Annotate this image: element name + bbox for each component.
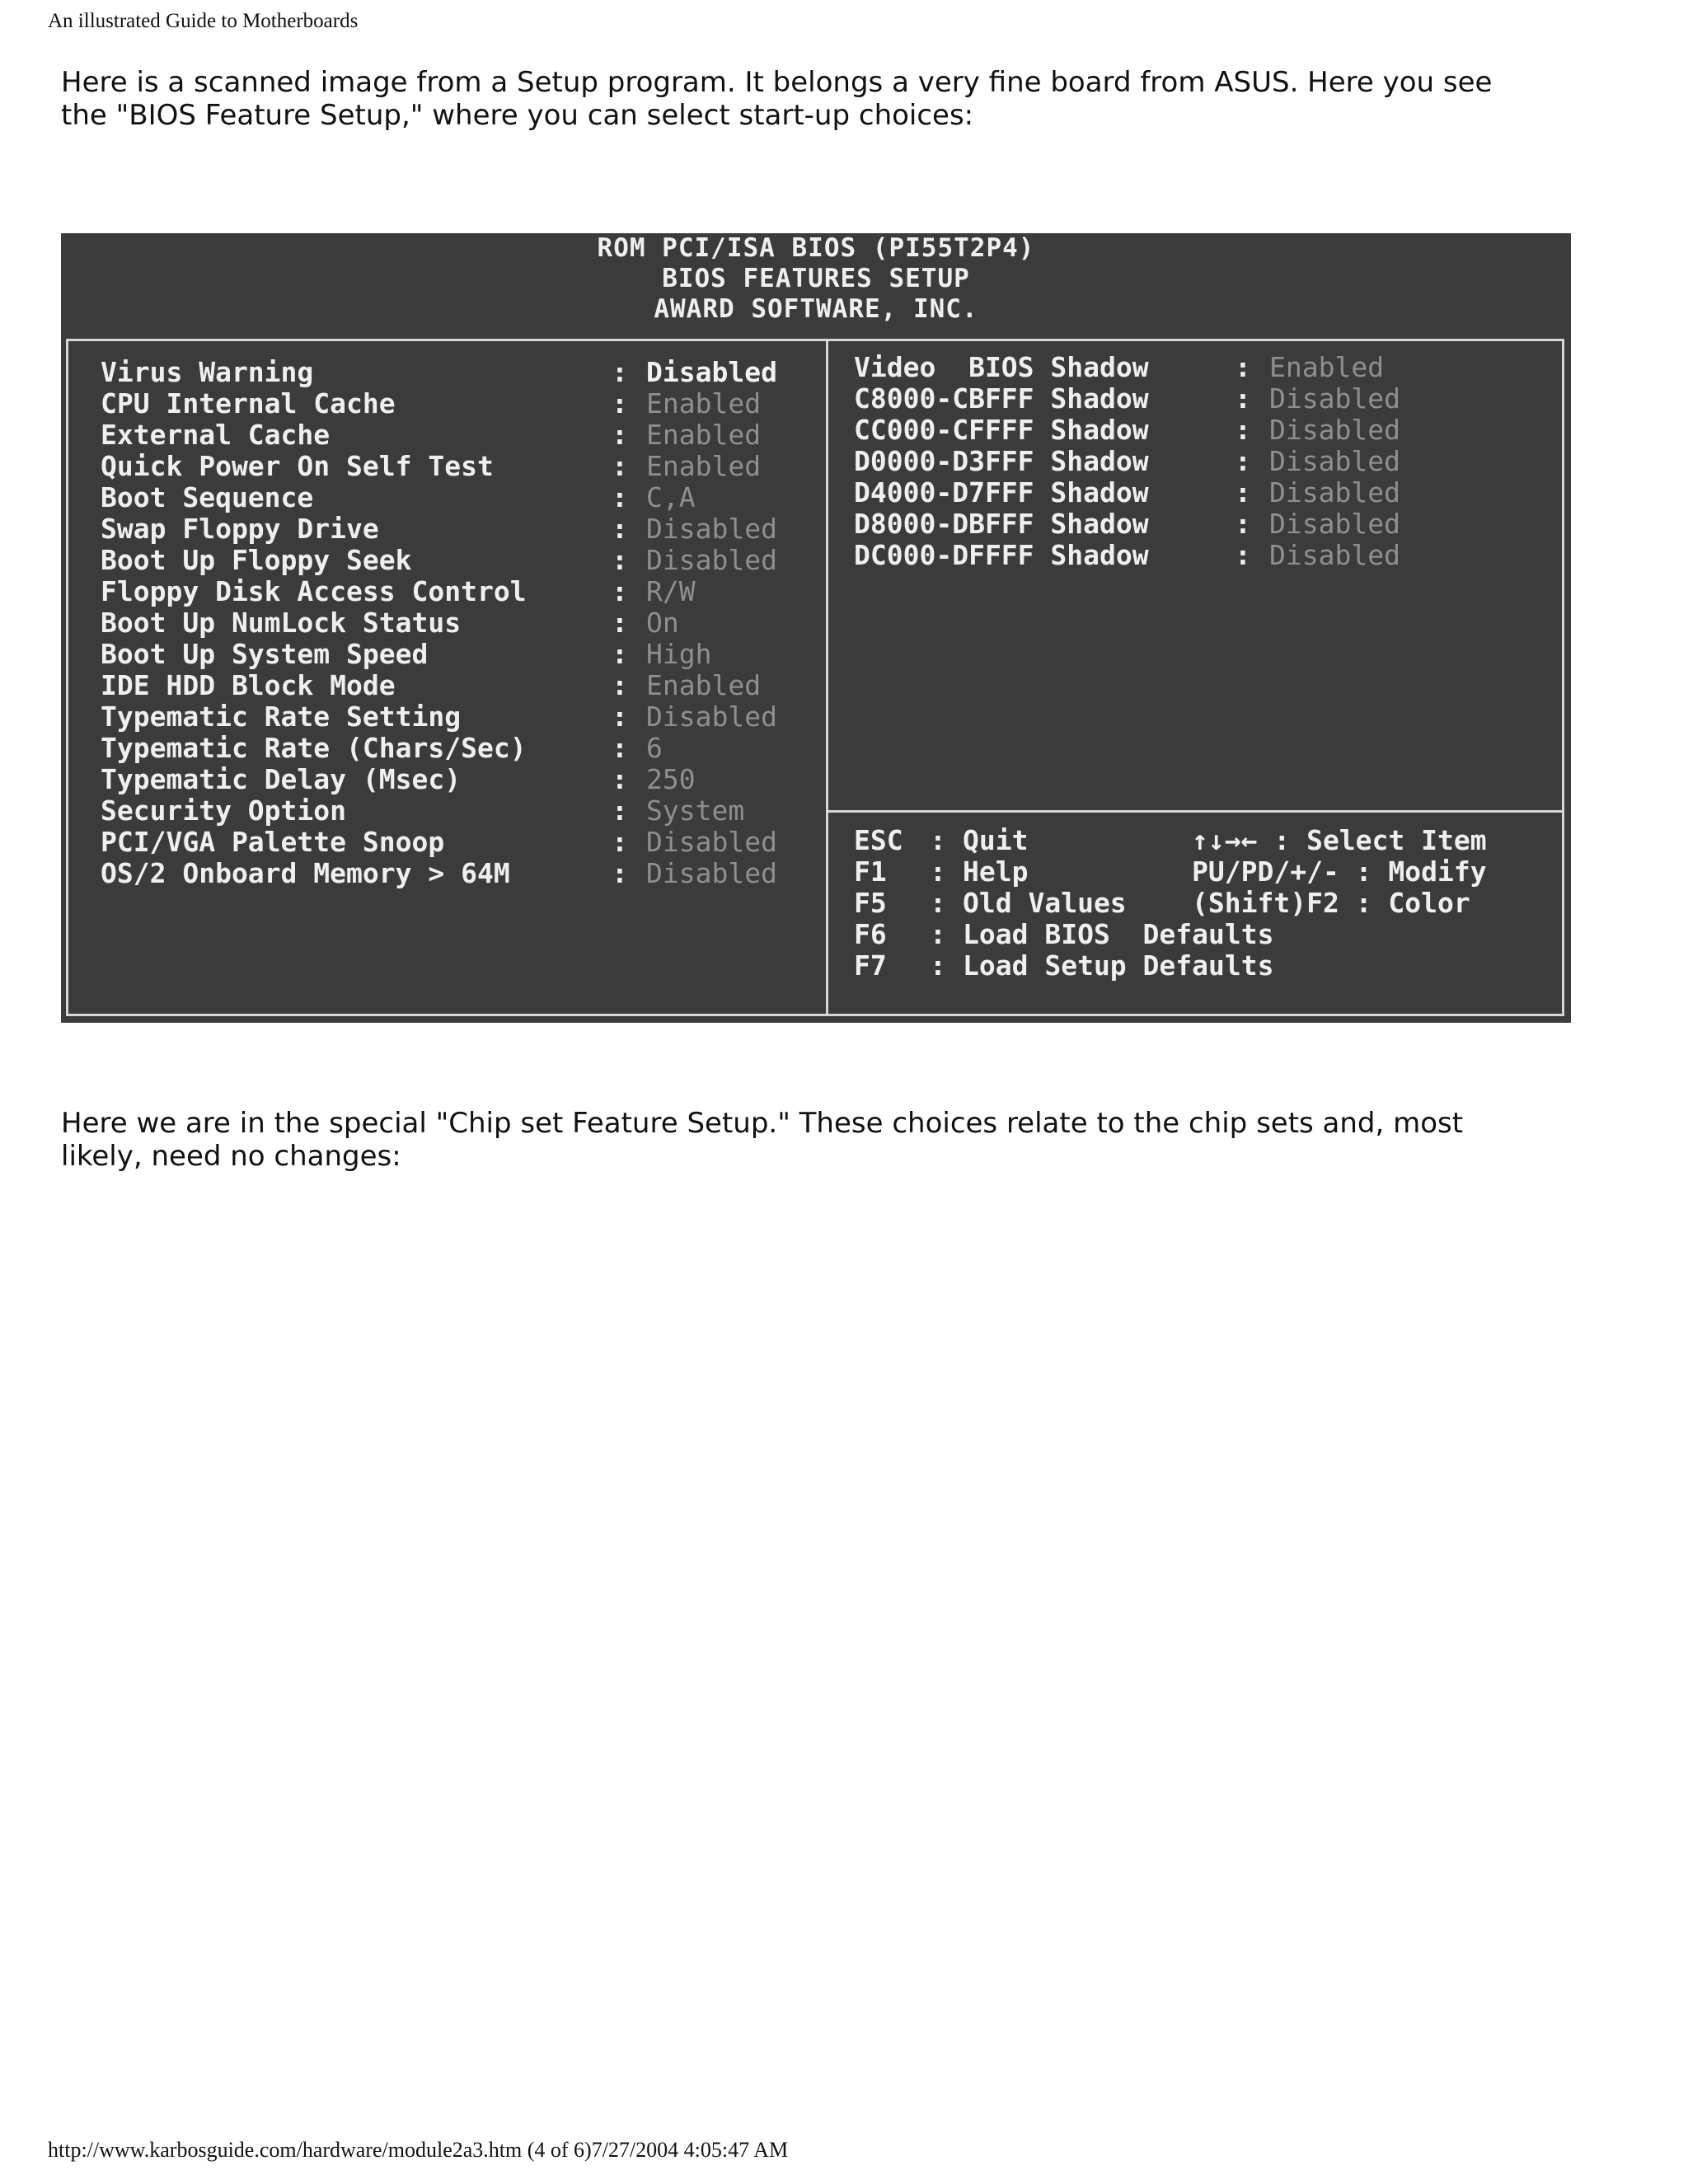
key-separator: : (930, 887, 946, 919)
key-description: Quit (963, 824, 1029, 856)
setting-label: Quick Power On Self Test (101, 450, 494, 482)
setting-label: CPU Internal Cache (101, 387, 396, 419)
setting-separator: : (612, 701, 628, 733)
setting-separator: : (612, 419, 628, 451)
setting-separator: : (612, 826, 628, 858)
setting-separator: : (612, 732, 628, 764)
setting-separator: : (1235, 508, 1251, 540)
shadow-value: Enabled (1269, 351, 1385, 383)
setting-separator: : (1235, 445, 1251, 477)
bios-title-block (61, 233, 1571, 335)
intro-paragraph: Here is a scanned image from a Setup program. It belongs a very fine board from ASUS. Here you see the "BIOS Feature Setup," where you can select start-up choices: (61, 66, 1493, 132)
shadow-label: D0000-D3FFF Shadow (854, 445, 1149, 477)
setting-separator: : (612, 387, 628, 419)
setting-label: Floppy Disk Access Control (101, 575, 527, 607)
setting-label: Boot Up System Speed (101, 638, 429, 670)
shadow-label: DC000-DFFFF Shadow (854, 539, 1149, 571)
shadow-value: Disabled (1269, 414, 1400, 446)
setting-separator: : (612, 575, 628, 607)
setting-label: External Cache (101, 419, 331, 451)
setting-label: Swap Floppy Drive (101, 513, 379, 545)
shadow-value: Disabled (1269, 382, 1400, 415)
key-hint: ↑↓→← : Select Item (1192, 824, 1487, 856)
setting-value: Disabled (646, 356, 777, 388)
page-footer-url: http://www.karbosguide.com/hardware/module2a3.htm (4 of 6)7/27/2004 4:05:47 AM (48, 2138, 789, 2162)
bios-title-line: ROM PCI/ISA BIOS (PI55T2P4) (597, 233, 1035, 263)
chipset-paragraph: Here we are in the special "Chip set Feature Setup." These choices relate to the chip sets and, most likely, need no changes: (61, 1107, 1464, 1173)
setting-value: Enabled (646, 387, 762, 419)
setting-label: Typematic Delay (Msec) (101, 763, 462, 795)
key-separator: : (930, 824, 946, 856)
shadow-label: C8000-CBFFF Shadow (854, 382, 1149, 415)
shadow-label: CC000-CFFFF Shadow (854, 414, 1149, 446)
shadow-label: D4000-D7FFF Shadow (854, 476, 1149, 509)
shadow-label: Video BIOS Shadow (854, 351, 1149, 383)
shadow-value: Disabled (1269, 508, 1400, 540)
setting-value: R/W (646, 575, 696, 607)
setting-label: PCI/VGA Palette Snoop (101, 826, 445, 858)
bios-title-line: AWARD SOFTWARE, INC. (654, 294, 978, 324)
setting-value: C,A (646, 481, 696, 513)
setting-label: Boot Sequence (101, 481, 314, 513)
shadow-value: Disabled (1269, 445, 1400, 477)
setting-label: Boot Up Floppy Seek (101, 544, 412, 576)
key-separator: : (930, 949, 946, 982)
setting-value: Enabled (646, 419, 762, 451)
setting-value: 250 (646, 763, 696, 795)
setting-separator: : (612, 669, 628, 701)
setting-value: Enabled (646, 450, 762, 482)
setting-separator: : (1235, 539, 1251, 571)
bios-title-line: BIOS FEATURES SETUP (662, 264, 970, 293)
setting-separator: : (612, 513, 628, 545)
key-name: F7 (854, 949, 887, 982)
setting-separator: : (612, 763, 628, 795)
key-name: F6 (854, 918, 887, 950)
setting-label: OS/2 Onboard Memory > 64M (101, 857, 510, 889)
setting-value: On (646, 607, 679, 639)
setting-separator: : (612, 607, 628, 639)
key-description: Load BIOS Defaults (963, 918, 1274, 950)
shadow-value: Disabled (1269, 539, 1400, 571)
page-header-title: An illustrated Guide to Motherboards (48, 10, 359, 32)
key-name: ESC (854, 824, 903, 856)
setting-label: Boot Up NumLock Status (101, 607, 462, 639)
setting-label: Typematic Rate Setting (101, 701, 462, 733)
setting-separator: : (612, 481, 628, 513)
setting-separator: : (1235, 414, 1251, 446)
key-hint: PU/PD/+/- : Modify (1192, 855, 1487, 888)
key-name: F5 (854, 887, 887, 919)
setting-separator: : (1235, 476, 1251, 509)
key-description: Load Setup Defaults (963, 949, 1274, 982)
bios-divider-vertical (826, 339, 828, 1016)
key-separator: : (930, 918, 946, 950)
setting-separator: : (612, 356, 628, 388)
key-hint: (Shift)F2 : Color (1192, 887, 1470, 919)
setting-value: Enabled (646, 669, 762, 701)
setting-value: Disabled (646, 544, 777, 576)
setting-label: Security Option (101, 794, 347, 827)
setting-separator: : (612, 857, 628, 889)
setting-value: High (646, 638, 712, 670)
setting-separator: : (612, 794, 628, 827)
setting-label: Typematic Rate (Chars/Sec) (101, 732, 527, 764)
setting-separator: : (612, 638, 628, 670)
bios-screenshot (61, 233, 1571, 1023)
bios-divider-horizontal (826, 810, 1564, 813)
key-description: Old Values (963, 887, 1127, 919)
setting-value: Disabled (646, 826, 777, 858)
setting-value: System (646, 794, 745, 827)
setting-value: 6 (646, 732, 663, 764)
setting-separator: : (612, 544, 628, 576)
key-description: Help (963, 855, 1029, 888)
setting-label: Virus Warning (101, 356, 314, 388)
setting-separator: : (1235, 382, 1251, 415)
setting-label: IDE HDD Block Mode (101, 669, 396, 701)
setting-separator: : (1235, 351, 1251, 383)
setting-value: Disabled (646, 857, 777, 889)
key-name: F1 (854, 855, 887, 888)
shadow-value: Disabled (1269, 476, 1400, 509)
shadow-label: D8000-DBFFF Shadow (854, 508, 1149, 540)
setting-separator: : (612, 450, 628, 482)
setting-value: Disabled (646, 513, 777, 545)
key-separator: : (930, 855, 946, 888)
setting-value: Disabled (646, 701, 777, 733)
